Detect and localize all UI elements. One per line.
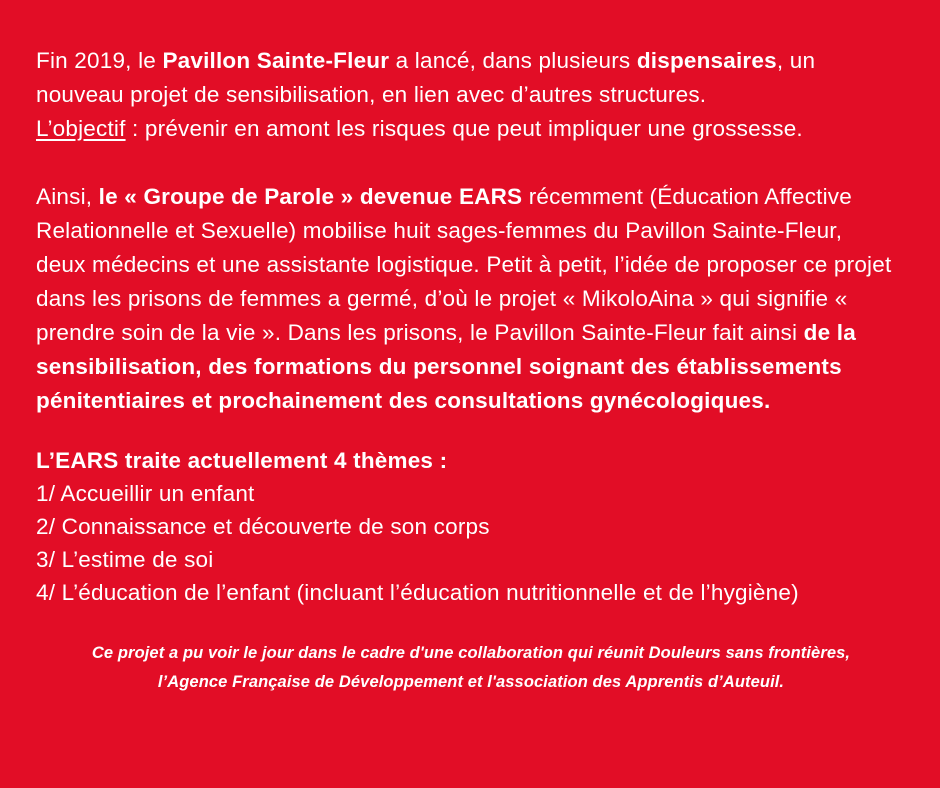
intro-dispensaires-bold: dispensaires bbox=[636, 48, 777, 73]
theme-item-1: 1/ Accueillir un enfant bbox=[36, 481, 255, 506]
intro-objectif-underlined: L’objectif bbox=[36, 116, 126, 141]
theme-item-4: 4/ L’éducation de l’enfant (incluant l’éducation nutritionnelle et de l’hygiène) bbox=[36, 580, 799, 605]
intro-pavillon-bold: Pavillon Sainte-Fleur bbox=[162, 48, 390, 73]
intro-text-4: : prévenir en amont les risques que peut impliquer une grossesse. bbox=[125, 116, 803, 141]
themes-section bbox=[36, 444, 906, 609]
ears-paragraph bbox=[36, 180, 898, 418]
themes-heading: L’EARS traite actuellement 4 thèmes : bbox=[36, 448, 448, 473]
ears-text-2: récemment (Éducation Affective Relationnelle et Sexuelle) mobilise huit sages-femmes du Pavillon Sainte-Fleur, deux médecins et une assistante logistique. Petit à petit, l’idée de proposer ce projet dans les prisons de femmes a germé, d’où le projet « MikoloAina » qui signifie « prendre soin de la vie ». Dans les prisons, le Pavillon Sainte-Fleur fait ainsi bbox=[36, 184, 892, 345]
intro-text-2: a lancé, dans plusieurs bbox=[389, 48, 637, 73]
credits-line-2: l’Agence Française de Développement et l'association des Apprentis d’Auteuil. bbox=[157, 673, 785, 691]
intro-paragraph bbox=[36, 44, 898, 146]
intro-text-1: Fin 2019, le bbox=[36, 48, 163, 73]
theme-item-3: 3/ L’estime de soi bbox=[36, 547, 214, 572]
credits-note bbox=[36, 639, 906, 697]
intro-text-3: , un nouveau projet de sensibilisation, en lien avec d’autres structures. bbox=[36, 48, 816, 107]
ears-text-1: Ainsi, bbox=[36, 184, 99, 209]
credits-line-1: Ce projet a pu voir le jour dans le cadre d'une collaboration qui réunit Douleurs sans frontières, bbox=[91, 644, 851, 662]
ears-groupe-parole-bold: le « Groupe de Parole » devenue EARS bbox=[98, 184, 523, 209]
theme-item-2: 2/ Connaissance et découverte de son corps bbox=[36, 514, 490, 539]
ears-missions-bold: de la sensibilisation, des formations du personnel soignant des établissements pénitentiaires et prochainement des consultations gynécologiques. bbox=[36, 320, 856, 413]
